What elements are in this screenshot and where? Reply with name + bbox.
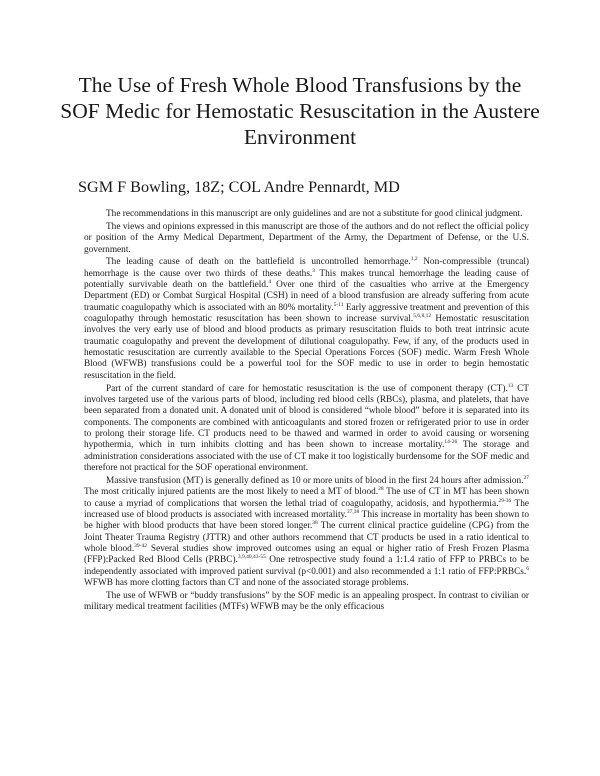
paragraph [84, 476, 529, 589]
text-run: Several studies show improved outcomes using an equal or higher ratio of Fresh Frozen Plasma (FFP):Packed Red Blood Cells (PRBC). [84, 543, 529, 566]
text-run: The use of CT in MT has been shown to cause a myriad of complications that worsen the lethal triad of coagulopathy, acidosis, and hypothermia. [84, 487, 529, 509]
text-run: Over one third of the casualties who arrive at the Emergency Department (ED) or Combat Surgical Hospital (CSH) in need of a blood transfusion are already suffering from acute traumatic coagulopathy which is associated with an 80% mortality. [84, 280, 529, 313]
text-run: The most critically injured patients are the most likely to need a MT of blood. [84, 487, 379, 498]
citation-superscript: 28 [378, 486, 384, 493]
citation-superscript: 39-42 [134, 542, 147, 549]
paragraph [84, 384, 529, 475]
body-text [84, 209, 529, 614]
paragraph [84, 209, 529, 220]
citation-superscript: 37,38 [346, 508, 360, 515]
text-run: The use of WFWB or “buddy transfusions” by the SOF medic is an appealing prospect. In contrast to civilian or military medical treatment facilities (MTFs) WFWB may be the only efficacious [84, 590, 529, 613]
text-run: CT involves targeted use of the various parts of blood, including red blood cells (RBCs), plasma, and platelets, that have been separated from a donated unit. A donated unit of blood is considered “whole blood” before it is separated into its components. The components are combined with anticoagulants and stored frozen or refrigerated prior to use in order to prolong their storage life. CT products need to be thawed and warmed in order to avoid causing or worsening hypothermia, which in turn inhibits clotting and has been shown to increase mortality. [84, 383, 529, 451]
text-run: The recommendations in this manuscript are only guidelines and are not a substitute for good clinical judgment. [106, 209, 523, 219]
citation-superscript: 27 [523, 474, 529, 481]
text-run: The increased use of blood products is associated with increased mortality. [84, 498, 529, 520]
citation-superscript: 1,2 [410, 256, 418, 263]
citation-superscript: 3 [312, 267, 316, 274]
text-run: The storage and administration considerations associated with the use of CT make it too logistically burdensome for the SOF medic and therefore not practical for the SOF operational environment. [84, 440, 530, 474]
text-run: This increase in mortality has been shown to be higher with blood products that have been stored longer. [84, 509, 530, 532]
citation-superscript: 14-26 [444, 439, 458, 446]
citation-superscript: 5,6,8,12 [413, 313, 432, 319]
citation-superscript: 38 [312, 520, 318, 527]
paragraph [84, 222, 529, 256]
author-line: SGM F Bowling, 18Z; COL Andre Pennardt, MD [78, 178, 400, 196]
paragraph [84, 591, 529, 614]
text-run: The views and opinions expressed in this manuscript are those of the authors and do not reflect the official policy or position of the Army Medical Department, Department of the Army, the Department of Defense, or the U.S. government. [84, 221, 529, 255]
text-run: This makes truncal hemorrhage the leading cause of potentially survivable death on the battlefield. [84, 268, 529, 291]
text-run: The current clinical practice guideline (CPG) from the Joint Theater Trauma Registry (JTTR) and other authors recommend that CT products be used in a ratio identical to whole blood. [84, 521, 529, 554]
text-run: Massive transfusion (MT) is generally defined as 10 or more units of blood in the first 24 hours after admission. [106, 475, 524, 486]
citation-superscript: 6 [526, 565, 529, 572]
citation-superscript: 5-11 [333, 301, 344, 308]
text-run: WFWB has more clotting factors than CT and none of the associated storage problems. [84, 578, 409, 588]
citation-superscript: 4 [268, 278, 272, 285]
text-run: Early aggressive treatment and prevention of this coagulopathy through hemostatic resuscitation has been shown to increase survival. [84, 302, 529, 325]
text-run: Part of the current standard of care for hemostatic resuscitation is the use of component therapy (CT). [106, 383, 508, 394]
text-run: Non-compressible (truncal) hemorrhage is the cause over two thirds of these deaths. [84, 257, 529, 279]
paragraph [84, 257, 529, 382]
text-run: Hemostatic resuscitation involves the very early use of blood and blood products as primary resuscitation fluids to both treat intrinsic acute traumatic coagulopathy and prevent the development of dilutional coagulopathy. Few, if any, of the products used in hemostatic resuscitation are currently available to the Special Operations Forces (SOF) medic. Warm Fresh Whole Blood (WFWB) transfusions could be a powerful tool for the SOF medic to use in order to begin hemostatic resuscitation in the field. [84, 314, 529, 381]
citation-superscript: 29-36 [498, 497, 512, 504]
document-title: The Use of Fresh Whole Blood Transfusions by the SOF Medic for Hemostatic Resuscitation in the Austere Environment [60, 73, 540, 149]
citation-superscript: 3,9,40,43-55 [237, 554, 266, 561]
text-run: The leading cause of death on the battlefield is uncontrolled hemorrhage. [106, 257, 411, 268]
citation-superscript: 13 [507, 382, 514, 389]
text-run: One retrospective study found a 1:1.4 ratio of FFP to PRBCs to be independently associated with improved patient survival (p<0.001) and also recommended a 1:1 ratio of FFP:PRBCs. [84, 555, 529, 577]
